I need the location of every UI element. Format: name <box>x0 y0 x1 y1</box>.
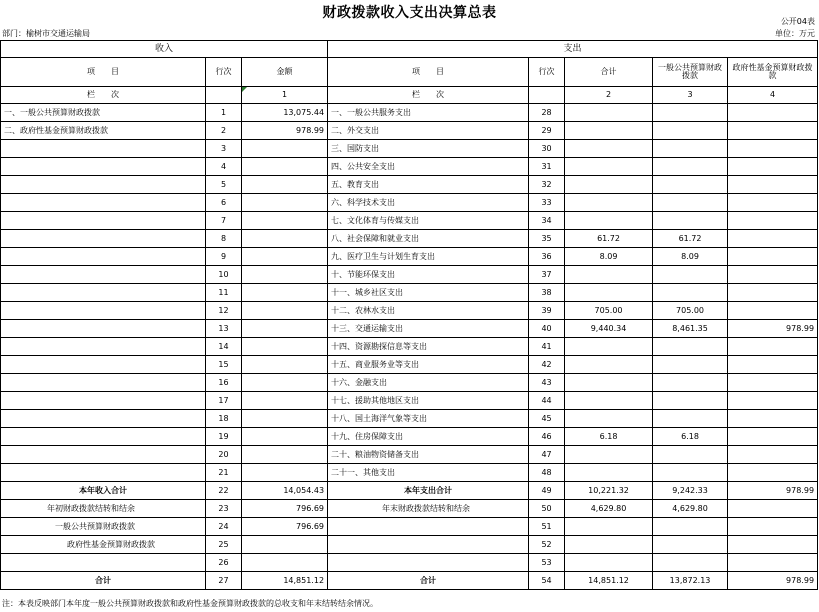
expense-general-budget <box>653 536 728 554</box>
expense-item: 十九、住房保障支出 <box>328 428 529 446</box>
grand-total-row <box>1 572 818 590</box>
expense-gov-fund <box>728 140 818 158</box>
expense-total <box>565 536 653 554</box>
expense-general-budget <box>653 176 728 194</box>
expense-line-no: 36 <box>529 248 565 266</box>
expense-general-budget <box>653 194 728 212</box>
form-number: 公开04表 <box>780 17 815 26</box>
income-item <box>1 554 206 572</box>
expense-item: 二、外交支出 <box>328 122 529 140</box>
expense-total <box>565 284 653 302</box>
footnote: 注：本表反映部门本年度一般公共预算财政拨款和政府性基金预算财政拨款的总收支和年末结转结余情况。 <box>2 599 378 608</box>
income-line-no: 16 <box>206 374 242 392</box>
expense-line-no: 35 <box>529 230 565 248</box>
expense-general-budget <box>653 356 728 374</box>
income-item <box>1 140 206 158</box>
income-item <box>1 464 206 482</box>
expense-total <box>565 266 653 284</box>
income-item <box>1 446 206 464</box>
income-item: 本年收入合计 <box>1 482 206 500</box>
income-amount <box>242 446 328 464</box>
expense-line-no: 28 <box>529 104 565 122</box>
expense-gov-fund: 978.99 <box>728 572 818 590</box>
income-amount <box>242 374 328 392</box>
expense-gov-fund <box>728 266 818 284</box>
income-amount <box>242 158 328 176</box>
income-item: 一、一般公共预算财政拨款 <box>1 104 206 122</box>
income-line-no: 12 <box>206 302 242 320</box>
lan-col4: 4 <box>728 87 818 104</box>
expense-general-budget <box>653 140 728 158</box>
expense-general-budget: 9,242.33 <box>653 482 728 500</box>
expense-gov-fund <box>728 158 818 176</box>
expense-gov-fund <box>728 104 818 122</box>
expense-gov-fund <box>728 284 818 302</box>
expense-line-no: 32 <box>529 176 565 194</box>
expense-total <box>565 446 653 464</box>
table-row <box>1 158 818 176</box>
expense-line-no: 37 <box>529 266 565 284</box>
expense-line-no: 33 <box>529 194 565 212</box>
expense-general-budget <box>653 104 728 122</box>
income-amount <box>242 194 328 212</box>
expense-line-no: 54 <box>529 572 565 590</box>
income-item <box>1 248 206 266</box>
table-row <box>1 356 818 374</box>
income-amount <box>242 230 328 248</box>
table-row <box>1 410 818 428</box>
expense-general-budget <box>653 464 728 482</box>
expense-gov-fund <box>728 464 818 482</box>
expense-line-no: 49 <box>529 482 565 500</box>
expense-general-budget: 4,629.80 <box>653 500 728 518</box>
income-amount <box>242 356 328 374</box>
expense-line-no: 31 <box>529 158 565 176</box>
lan-label-left: 栏 次 <box>1 87 206 104</box>
income-amount: 796.69 <box>242 500 328 518</box>
expense-line-no: 48 <box>529 464 565 482</box>
expense-line-no-header: 行次 <box>529 58 565 87</box>
expense-gov-fund <box>728 374 818 392</box>
income-line-no: 9 <box>206 248 242 266</box>
expense-general-budget <box>653 374 728 392</box>
expense-gov-fund <box>728 518 818 536</box>
expense-gov-fund <box>728 194 818 212</box>
table-row <box>1 140 818 158</box>
expense-item: 十二、农林水支出 <box>328 302 529 320</box>
table-row <box>1 302 818 320</box>
table-row <box>1 428 818 446</box>
income-amount <box>242 212 328 230</box>
expense-general-budget <box>653 212 728 230</box>
table-row <box>1 320 818 338</box>
income-item: 一般公共预算财政拨款 <box>1 518 206 536</box>
expense-item-header: 项 目 <box>328 58 529 87</box>
expense-line-no: 34 <box>529 212 565 230</box>
expense-line-no: 50 <box>529 500 565 518</box>
expense-line-no: 46 <box>529 428 565 446</box>
income-amount: 796.69 <box>242 518 328 536</box>
income-item: 年初财政拨款结转和结余 <box>1 500 206 518</box>
expense-gov-fund: 978.99 <box>728 482 818 500</box>
income-item <box>1 338 206 356</box>
expense-total: 9,440.34 <box>565 320 653 338</box>
expense-line-no: 41 <box>529 338 565 356</box>
income-line-no: 2 <box>206 122 242 140</box>
expense-general-budget <box>653 158 728 176</box>
expense-gov-fund <box>728 536 818 554</box>
expense-gov-fund <box>728 230 818 248</box>
table-row <box>1 212 818 230</box>
gov-fund-header: 政府性基金预算财政拨款 <box>728 58 818 87</box>
income-amount-header: 金额 <box>242 58 328 87</box>
expense-gov-fund <box>728 500 818 518</box>
income-amount <box>242 302 328 320</box>
income-amount <box>242 176 328 194</box>
expense-total <box>565 104 653 122</box>
expense-item: 年末财政拨款结转和结余 <box>328 500 529 518</box>
expense-total: 705.00 <box>565 302 653 320</box>
expense-total <box>565 392 653 410</box>
expense-line-no: 39 <box>529 302 565 320</box>
expense-line-no: 30 <box>529 140 565 158</box>
expense-general-budget: 8.09 <box>653 248 728 266</box>
expense-general-budget <box>653 392 728 410</box>
income-item: 政府性基金预算财政拨款 <box>1 536 206 554</box>
table-row <box>1 122 818 140</box>
table-row <box>1 374 818 392</box>
income-line-no: 11 <box>206 284 242 302</box>
lan-col2: 2 <box>565 87 653 104</box>
expense-total <box>565 338 653 356</box>
expense-total <box>565 410 653 428</box>
table-row <box>1 446 818 464</box>
income-amount <box>242 464 328 482</box>
income-item <box>1 284 206 302</box>
expense-item: 本年支出合计 <box>328 482 529 500</box>
expense-gov-fund <box>728 302 818 320</box>
expense-general-budget <box>653 338 728 356</box>
table-row <box>1 392 818 410</box>
expense-general-budget: 705.00 <box>653 302 728 320</box>
expense-item: 合计 <box>328 572 529 590</box>
expense-gov-fund <box>728 176 818 194</box>
income-item-header: 项 目 <box>1 58 206 87</box>
income-amount <box>242 248 328 266</box>
expense-gov-fund <box>728 338 818 356</box>
table-row <box>1 230 818 248</box>
expense-item: 八、社会保障和就业支出 <box>328 230 529 248</box>
expense-total <box>565 356 653 374</box>
expense-line-no: 29 <box>529 122 565 140</box>
table-row <box>1 104 818 122</box>
expense-gov-fund <box>728 392 818 410</box>
expense-general-budget: 8,461.35 <box>653 320 728 338</box>
expense-total <box>565 176 653 194</box>
income-line-no: 4 <box>206 158 242 176</box>
unit-label: 单位：万元 <box>775 29 815 38</box>
report-title: 财政拨款收入支出决算总表 <box>322 5 497 21</box>
expense-item: 五、教育支出 <box>328 176 529 194</box>
lan-blank-right <box>529 87 565 104</box>
income-item <box>1 212 206 230</box>
income-amount <box>242 410 328 428</box>
budget-summary-table <box>0 40 818 590</box>
expense-general-budget <box>653 266 728 284</box>
expense-total: 8.09 <box>565 248 653 266</box>
expense-item: 十、节能环保支出 <box>328 266 529 284</box>
expense-total <box>565 194 653 212</box>
expense-gov-fund <box>728 212 818 230</box>
expense-total: 6.18 <box>565 428 653 446</box>
income-line-no: 3 <box>206 140 242 158</box>
income-line-no: 8 <box>206 230 242 248</box>
expense-total <box>565 122 653 140</box>
income-line-no: 13 <box>206 320 242 338</box>
income-amount <box>242 554 328 572</box>
income-amount: 13,075.44 <box>242 104 328 122</box>
table-row <box>1 194 818 212</box>
expense-line-no: 52 <box>529 536 565 554</box>
year-total-row <box>1 482 818 500</box>
income-line-no: 1 <box>206 104 242 122</box>
begin-balance-row <box>1 500 818 518</box>
expense-gov-fund <box>728 248 818 266</box>
expense-item <box>328 518 529 536</box>
income-item <box>1 266 206 284</box>
expense-general-budget <box>653 410 728 428</box>
expense-total <box>565 212 653 230</box>
expense-gov-fund <box>728 554 818 572</box>
table-row <box>1 338 818 356</box>
income-item: 合计 <box>1 572 206 590</box>
expense-item: 六、科学技术支出 <box>328 194 529 212</box>
income-item <box>1 176 206 194</box>
income-item <box>1 356 206 374</box>
income-line-no: 23 <box>206 500 242 518</box>
income-item <box>1 194 206 212</box>
expense-general-budget <box>653 554 728 572</box>
income-item <box>1 374 206 392</box>
expense-general-budget: 61.72 <box>653 230 728 248</box>
lan-col3: 3 <box>653 87 728 104</box>
lan-col1: 1 <box>242 87 328 104</box>
expense-gov-fund <box>728 122 818 140</box>
income-item <box>1 428 206 446</box>
income-amount: 978.99 <box>242 122 328 140</box>
expense-item: 一、一般公共服务支出 <box>328 104 529 122</box>
expense-item: 十八、国土海洋气象等支出 <box>328 410 529 428</box>
income-item <box>1 302 206 320</box>
income-amount <box>242 266 328 284</box>
table-row <box>1 176 818 194</box>
income-item <box>1 320 206 338</box>
income-line-no: 5 <box>206 176 242 194</box>
section-header-row <box>1 41 818 58</box>
income-amount <box>242 428 328 446</box>
expense-line-no: 47 <box>529 446 565 464</box>
income-amount <box>242 338 328 356</box>
income-item <box>1 392 206 410</box>
income-section-header: 收入 <box>1 41 328 58</box>
begin-fund-row <box>1 536 818 554</box>
expense-item: 十三、交通运输支出 <box>328 320 529 338</box>
expense-line-no: 53 <box>529 554 565 572</box>
expense-general-budget <box>653 446 728 464</box>
income-line-no: 21 <box>206 464 242 482</box>
income-amount <box>242 284 328 302</box>
expense-total <box>565 464 653 482</box>
department-label: 部门：榆树市交通运输局 <box>2 29 90 38</box>
expense-line-no: 38 <box>529 284 565 302</box>
expense-gov-fund: 978.99 <box>728 320 818 338</box>
expense-total <box>565 158 653 176</box>
expense-total <box>565 554 653 572</box>
expense-item: 十七、援助其他地区支出 <box>328 392 529 410</box>
income-item <box>1 230 206 248</box>
column-header-row <box>1 58 818 87</box>
income-amount <box>242 536 328 554</box>
income-line-no: 22 <box>206 482 242 500</box>
lan-label-right: 栏 次 <box>328 87 529 104</box>
expense-total-header: 合计 <box>565 58 653 87</box>
expense-gov-fund <box>728 410 818 428</box>
expense-total: 4,629.80 <box>565 500 653 518</box>
expense-item: 二十、粮油物资储备支出 <box>328 446 529 464</box>
income-line-no: 10 <box>206 266 242 284</box>
blank-row-row <box>1 554 818 572</box>
income-line-no: 27 <box>206 572 242 590</box>
expense-item: 十六、金融支出 <box>328 374 529 392</box>
table-row <box>1 464 818 482</box>
expense-item <box>328 536 529 554</box>
expense-item: 十五、商业服务业等支出 <box>328 356 529 374</box>
expense-line-no: 40 <box>529 320 565 338</box>
expense-line-no: 42 <box>529 356 565 374</box>
income-amount <box>242 392 328 410</box>
expense-section-header: 支出 <box>328 41 818 58</box>
expense-total: 10,221.32 <box>565 482 653 500</box>
expense-line-no: 45 <box>529 410 565 428</box>
lan-blank <box>206 87 242 104</box>
income-line-no: 25 <box>206 536 242 554</box>
income-amount <box>242 320 328 338</box>
income-amount: 14,054.43 <box>242 482 328 500</box>
table-row <box>1 248 818 266</box>
expense-general-budget <box>653 284 728 302</box>
expense-general-budget: 6.18 <box>653 428 728 446</box>
expense-total <box>565 140 653 158</box>
expense-total: 14,851.12 <box>565 572 653 590</box>
income-line-no: 19 <box>206 428 242 446</box>
table-row <box>1 266 818 284</box>
income-line-no-header: 行次 <box>206 58 242 87</box>
expense-item: 三、国防支出 <box>328 140 529 158</box>
column-index-row <box>1 87 818 104</box>
income-item: 二、政府性基金预算财政拨款 <box>1 122 206 140</box>
expense-item: 十四、资源勘探信息等支出 <box>328 338 529 356</box>
income-line-no: 6 <box>206 194 242 212</box>
income-line-no: 24 <box>206 518 242 536</box>
table-row <box>1 284 818 302</box>
income-line-no: 14 <box>206 338 242 356</box>
income-amount: 14,851.12 <box>242 572 328 590</box>
expense-line-no: 43 <box>529 374 565 392</box>
income-line-no: 15 <box>206 356 242 374</box>
expense-line-no: 51 <box>529 518 565 536</box>
expense-total: 61.72 <box>565 230 653 248</box>
expense-line-no: 44 <box>529 392 565 410</box>
expense-item: 四、公共安全支出 <box>328 158 529 176</box>
expense-item <box>328 554 529 572</box>
expense-total <box>565 518 653 536</box>
expense-total <box>565 374 653 392</box>
begin-general-row <box>1 518 818 536</box>
expense-gov-fund <box>728 356 818 374</box>
expense-gov-fund <box>728 446 818 464</box>
income-line-no: 17 <box>206 392 242 410</box>
expense-general-budget <box>653 122 728 140</box>
income-item <box>1 158 206 176</box>
expense-item: 七、文化体育与传媒支出 <box>328 212 529 230</box>
expense-item: 二十一、其他支出 <box>328 464 529 482</box>
income-item <box>1 410 206 428</box>
expense-general-budget <box>653 518 728 536</box>
expense-general-budget: 13,872.13 <box>653 572 728 590</box>
income-line-no: 26 <box>206 554 242 572</box>
income-line-no: 18 <box>206 410 242 428</box>
income-line-no: 20 <box>206 446 242 464</box>
income-amount <box>242 140 328 158</box>
income-line-no: 7 <box>206 212 242 230</box>
general-budget-header: 一般公共预算财政拨款 <box>653 58 728 87</box>
expense-gov-fund <box>728 428 818 446</box>
expense-item: 九、医疗卫生与计划生育支出 <box>328 248 529 266</box>
expense-item: 十一、城乡社区支出 <box>328 284 529 302</box>
